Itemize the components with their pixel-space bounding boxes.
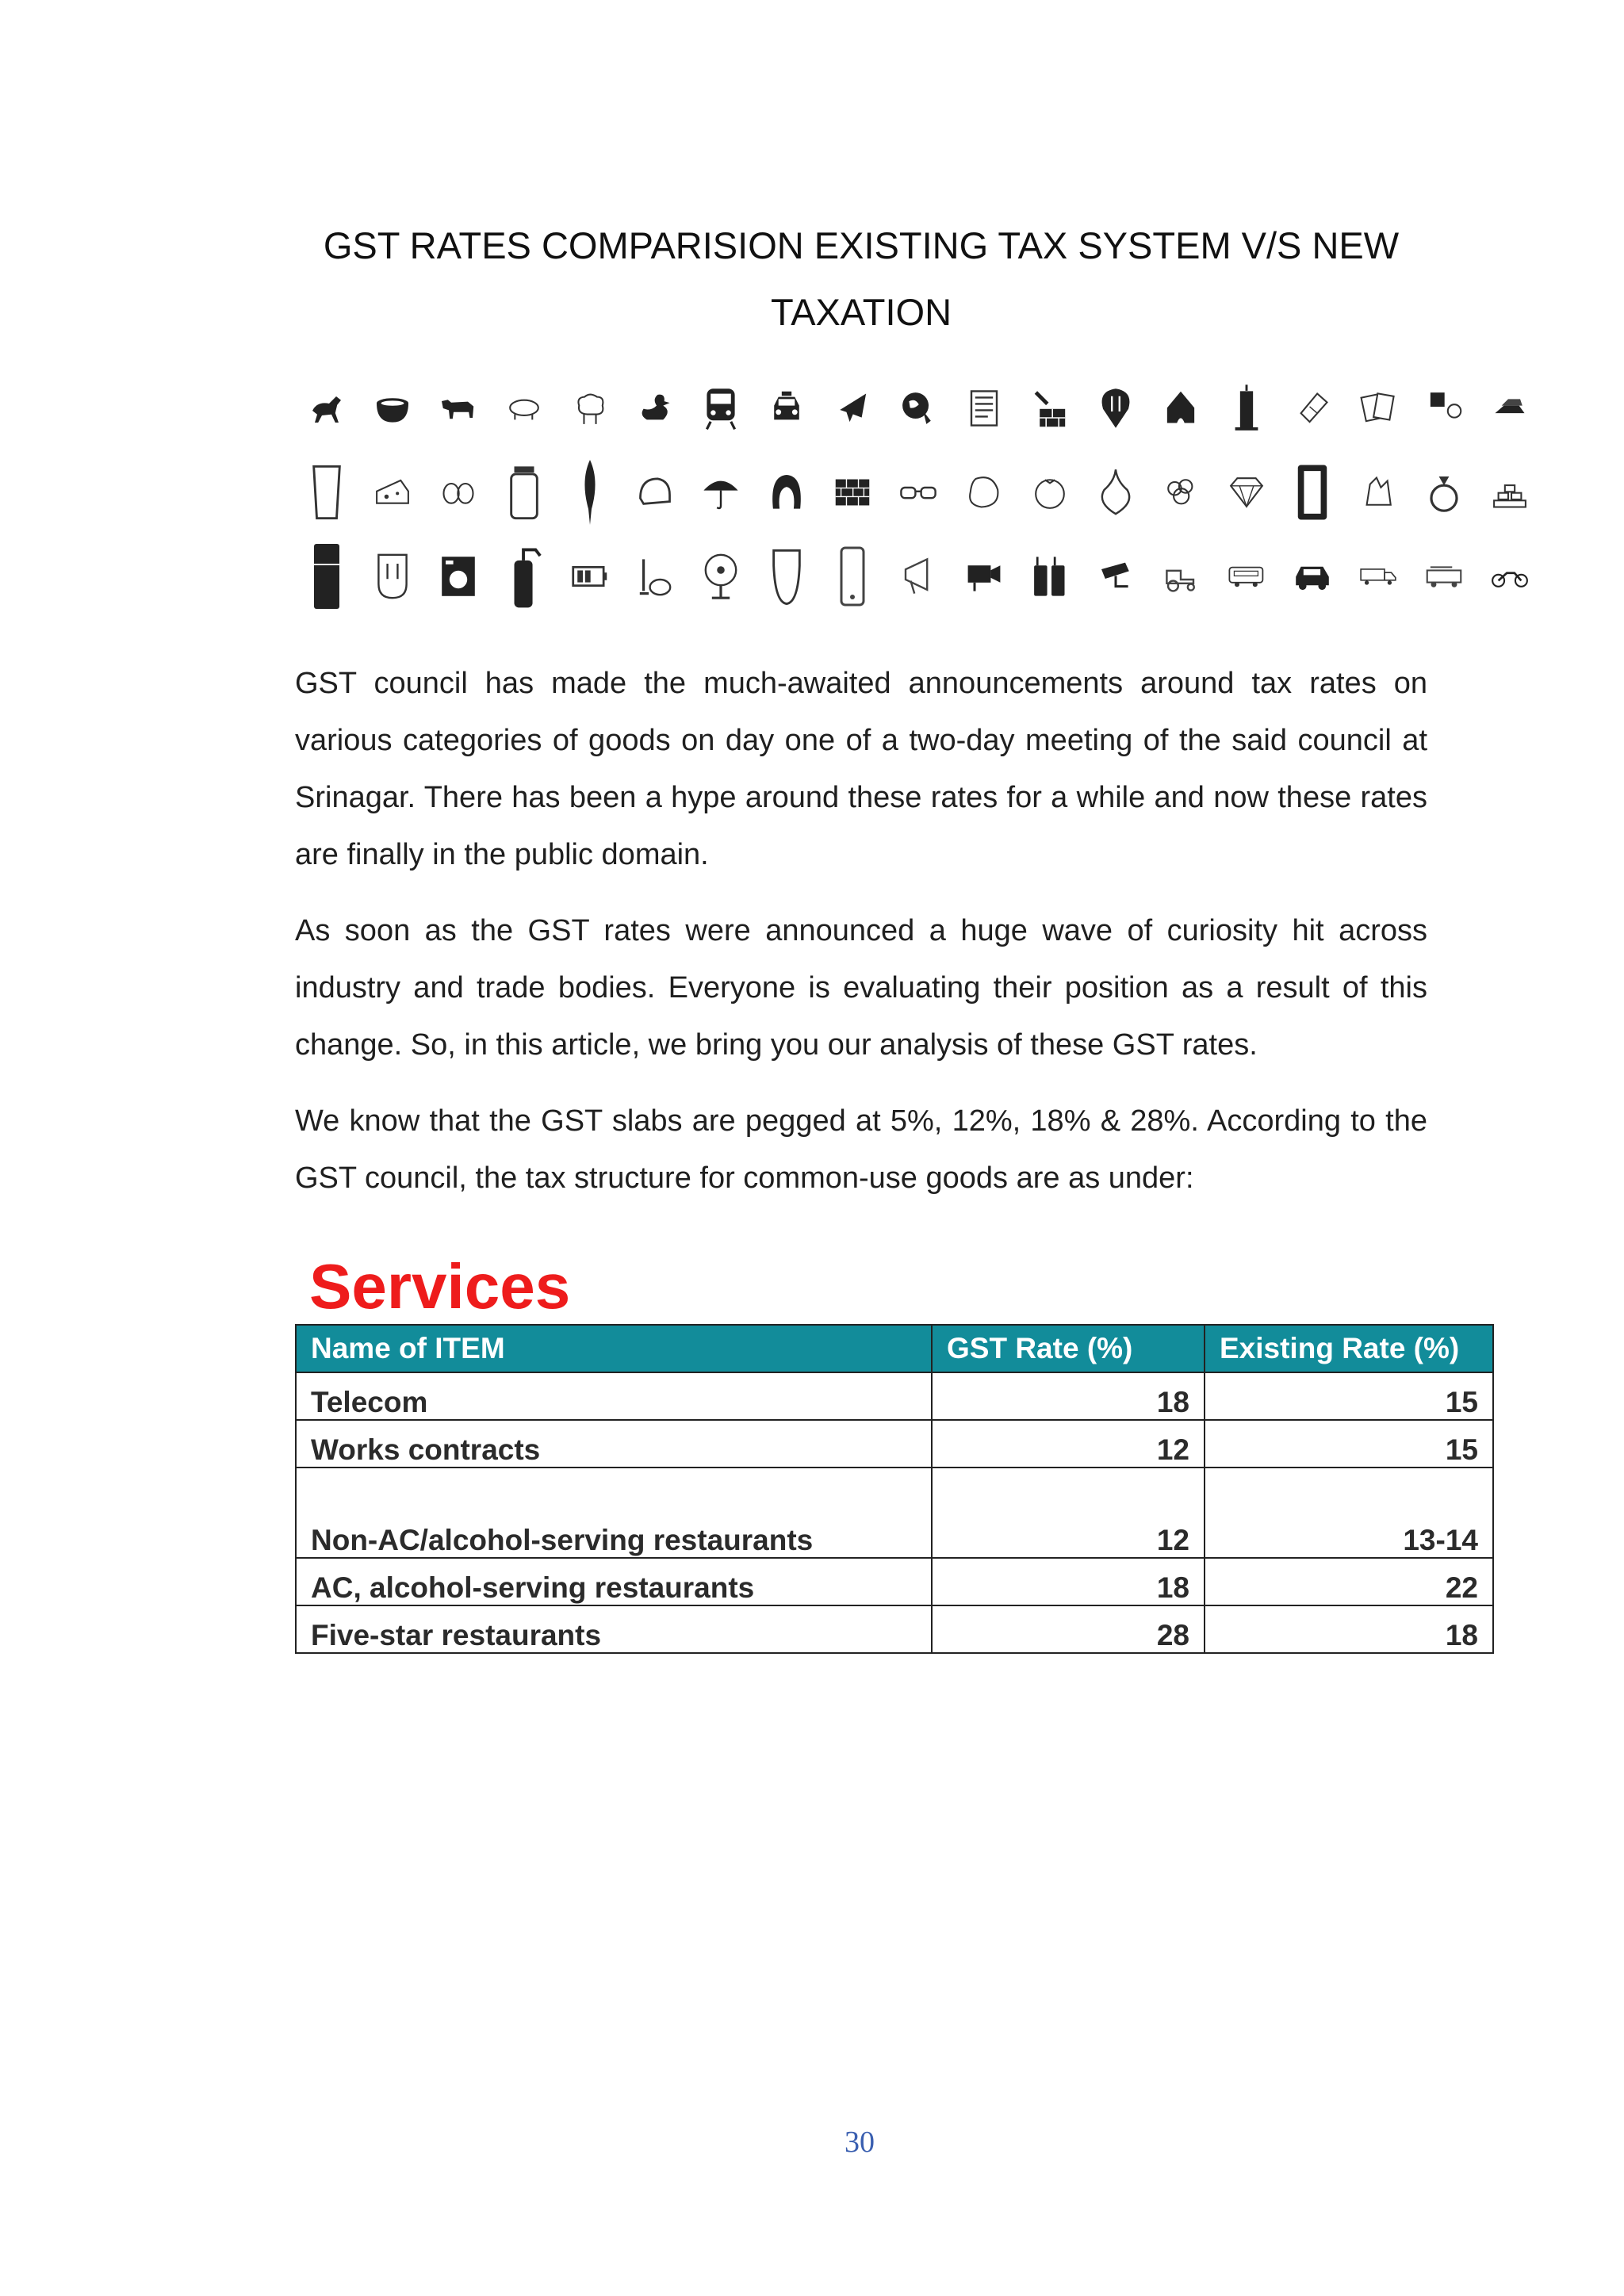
gst-goods-icon-strip: [308, 366, 1529, 618]
existing-rate-cell: 22: [1205, 1558, 1493, 1605]
glasses-icon: [899, 476, 937, 508]
table-row: [296, 1420, 1493, 1468]
cow-icon: [439, 385, 477, 432]
icon-row-1: [308, 366, 1529, 450]
item-name-cell: Non-AC/alcohol-serving restaurants: [296, 1468, 932, 1558]
table-row: [296, 1558, 1493, 1605]
gst-rate-cell: 18: [932, 1372, 1205, 1420]
airplane-icon: [833, 381, 871, 436]
eggs-icon: [439, 469, 477, 516]
umbrella-icon: [702, 461, 740, 524]
battery-icon: [571, 557, 609, 596]
horse-icon: [308, 381, 346, 436]
ticket-icon: [1293, 381, 1331, 436]
page-title: GST RATES COMPARISION EXISTING TAX SYSTEM V/S NEW TAXATION: [323, 224, 1400, 333]
duck-icon: [636, 381, 674, 436]
gold-bars-icon: [1491, 381, 1529, 436]
item-name-cell: Telecom: [296, 1372, 932, 1420]
mobile-phone-icon: [833, 545, 871, 608]
paragraph: GST council has made the much-awaited announcements around tax rates on various categories of goods on day one of a two-day meeting of the said council at Srinagar. There has been a hype around these rates for a while and now these rates are finally in the public domain.: [295, 667, 1427, 871]
item-name-cell: AC, alcohol-serving restaurants: [296, 1558, 932, 1605]
crystal-icon: [1359, 465, 1397, 520]
gst-rates-table: [295, 1324, 1494, 1654]
bricks-icon: [833, 469, 871, 516]
gst-rate-cell: 12: [932, 1468, 1205, 1558]
column-header-gst-rate: GST Rate (%): [932, 1325, 1205, 1372]
table-header-row: [296, 1325, 1493, 1372]
feather-icon: [571, 457, 609, 528]
walkie-talkie-icon: [1031, 545, 1069, 608]
column-header-item: Name of ITEM: [296, 1325, 932, 1372]
tomato-icon: [1031, 465, 1069, 520]
skyscraper-icon: [1228, 381, 1266, 436]
water-purifier-icon: [373, 545, 412, 608]
onion-icon: [1097, 461, 1135, 524]
sheep-icon: [571, 381, 609, 436]
motorcycle-icon: [1491, 553, 1529, 600]
existing-rate-cell: 18: [1205, 1605, 1493, 1653]
truck-icon: [1359, 557, 1397, 596]
item-name-cell: Five-star restaurants: [296, 1605, 932, 1653]
cauliflower-icon: [1162, 465, 1200, 520]
potato-icon: [965, 465, 1003, 520]
circus-tent-icon: [1162, 381, 1200, 436]
tractor-icon: [1162, 557, 1200, 596]
refrigerator-icon: [308, 541, 346, 612]
newspaper-icon: [965, 381, 1003, 436]
icon-row-3: [308, 534, 1529, 618]
train-icon: [702, 381, 740, 436]
restaurant-pin-icon: [1097, 381, 1135, 436]
gst-rate-cell: 18: [932, 1558, 1205, 1605]
gst-rate-cell: 12: [932, 1420, 1205, 1468]
page-number: 30: [845, 2126, 875, 2159]
domino-icon: [1293, 461, 1331, 524]
vacuum-cleaner-icon: [636, 549, 674, 604]
bus-icon: [1228, 557, 1266, 596]
existing-rate-cell: 15: [1205, 1372, 1493, 1420]
section-heading-services: Services: [309, 1251, 571, 1322]
pig-icon: [505, 388, 543, 428]
existing-rate-cell: 15: [1205, 1420, 1493, 1468]
icon-row-2: [308, 450, 1529, 534]
glass-icon: [308, 461, 346, 524]
cctv-camera-icon: [1097, 549, 1135, 604]
cheese-icon: [373, 469, 412, 516]
column-header-existing-rate: Existing Rate (%): [1205, 1325, 1493, 1372]
fire-truck-icon: [1425, 557, 1463, 596]
washing-machine-icon: [439, 549, 477, 604]
ring-icon: [1425, 465, 1463, 520]
item-name-cell: Works contracts: [296, 1420, 932, 1468]
wig-icon: [768, 461, 806, 524]
bowl-icon: [373, 385, 412, 432]
gst-rate-cell: 28: [932, 1605, 1205, 1653]
paragraph: We know that the GST slabs are pegged at 5%, 12%, 18% & 28%. According to the GST council, the tax structure for common-use goods are as under:: [295, 1104, 1427, 1195]
article-body: [295, 655, 1427, 1226]
paragraph: As soon as the GST rates were announced a huge wave of curiosity hit across industry and trade bodies. Everyone is evaluating their position as a result of this change. So, in this article, we bring you our analysis of these GST rates.: [295, 914, 1427, 1062]
kite-icon: [1425, 381, 1463, 436]
taxi-icon: [768, 381, 806, 436]
car-icon: [1293, 549, 1331, 604]
megaphone-icon: [899, 549, 937, 604]
existing-rate-cell: 13-14: [1205, 1468, 1493, 1558]
gold-stack-icon: [1491, 465, 1529, 520]
playing-cards-icon: [1359, 381, 1397, 436]
jar-icon: [505, 461, 543, 524]
diamond-icon: [1228, 469, 1266, 516]
table-row: [296, 1372, 1493, 1420]
fan-icon: [702, 545, 740, 608]
video-camera-icon: [965, 549, 1003, 604]
construction-icon: [1031, 381, 1069, 436]
fire-extinguisher-icon: [505, 541, 543, 612]
globe-touch-icon: [899, 381, 937, 436]
table-row: [296, 1605, 1493, 1653]
helmet-icon: [636, 465, 674, 520]
shaver-icon: [768, 545, 806, 608]
table-row: [296, 1468, 1493, 1558]
